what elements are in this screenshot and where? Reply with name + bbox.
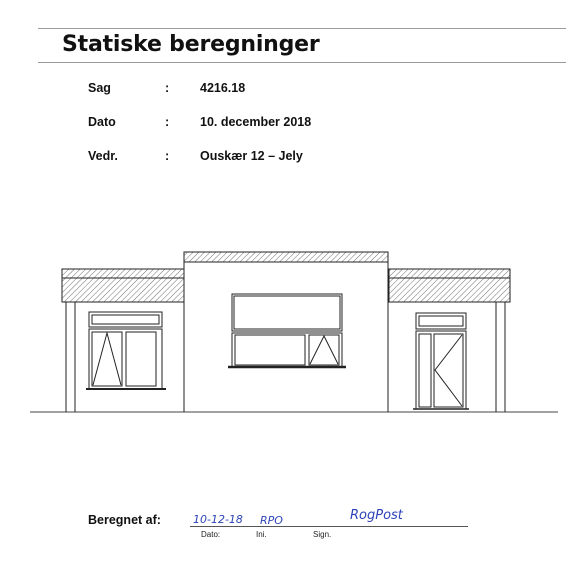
- calculated-by-label: Beregnet af:: [88, 513, 161, 527]
- top-rule: [38, 28, 566, 29]
- handwritten-date: 10-12-18: [193, 513, 243, 526]
- field-separator: :: [165, 149, 170, 163]
- field-label: Sag: [88, 81, 111, 95]
- handwritten-initials: RPO: [260, 514, 283, 527]
- field-separator: :: [165, 115, 170, 129]
- page-title: Statiske beregninger: [62, 32, 320, 57]
- building-elevation-drawing: [0, 230, 586, 430]
- center-block: [184, 252, 388, 412]
- field-value: Ouskær 12 – Jely: [200, 149, 303, 163]
- right-wing: [389, 269, 510, 412]
- field-label: Dato: [88, 115, 116, 129]
- sign-sublabel: Sign.: [313, 530, 332, 539]
- field-value: 10. december 2018: [200, 115, 312, 129]
- title-underline: [38, 62, 566, 63]
- field-label: Vedr.: [88, 149, 118, 163]
- field-value: 4216.18: [200, 81, 246, 95]
- left-wing: [62, 269, 184, 412]
- signature: RogPost: [350, 508, 403, 523]
- initials-sublabel: Ini.: [256, 530, 267, 539]
- date-sublabel: Dato:: [201, 530, 221, 539]
- signature-line: [190, 526, 468, 527]
- field-separator: :: [165, 81, 170, 95]
